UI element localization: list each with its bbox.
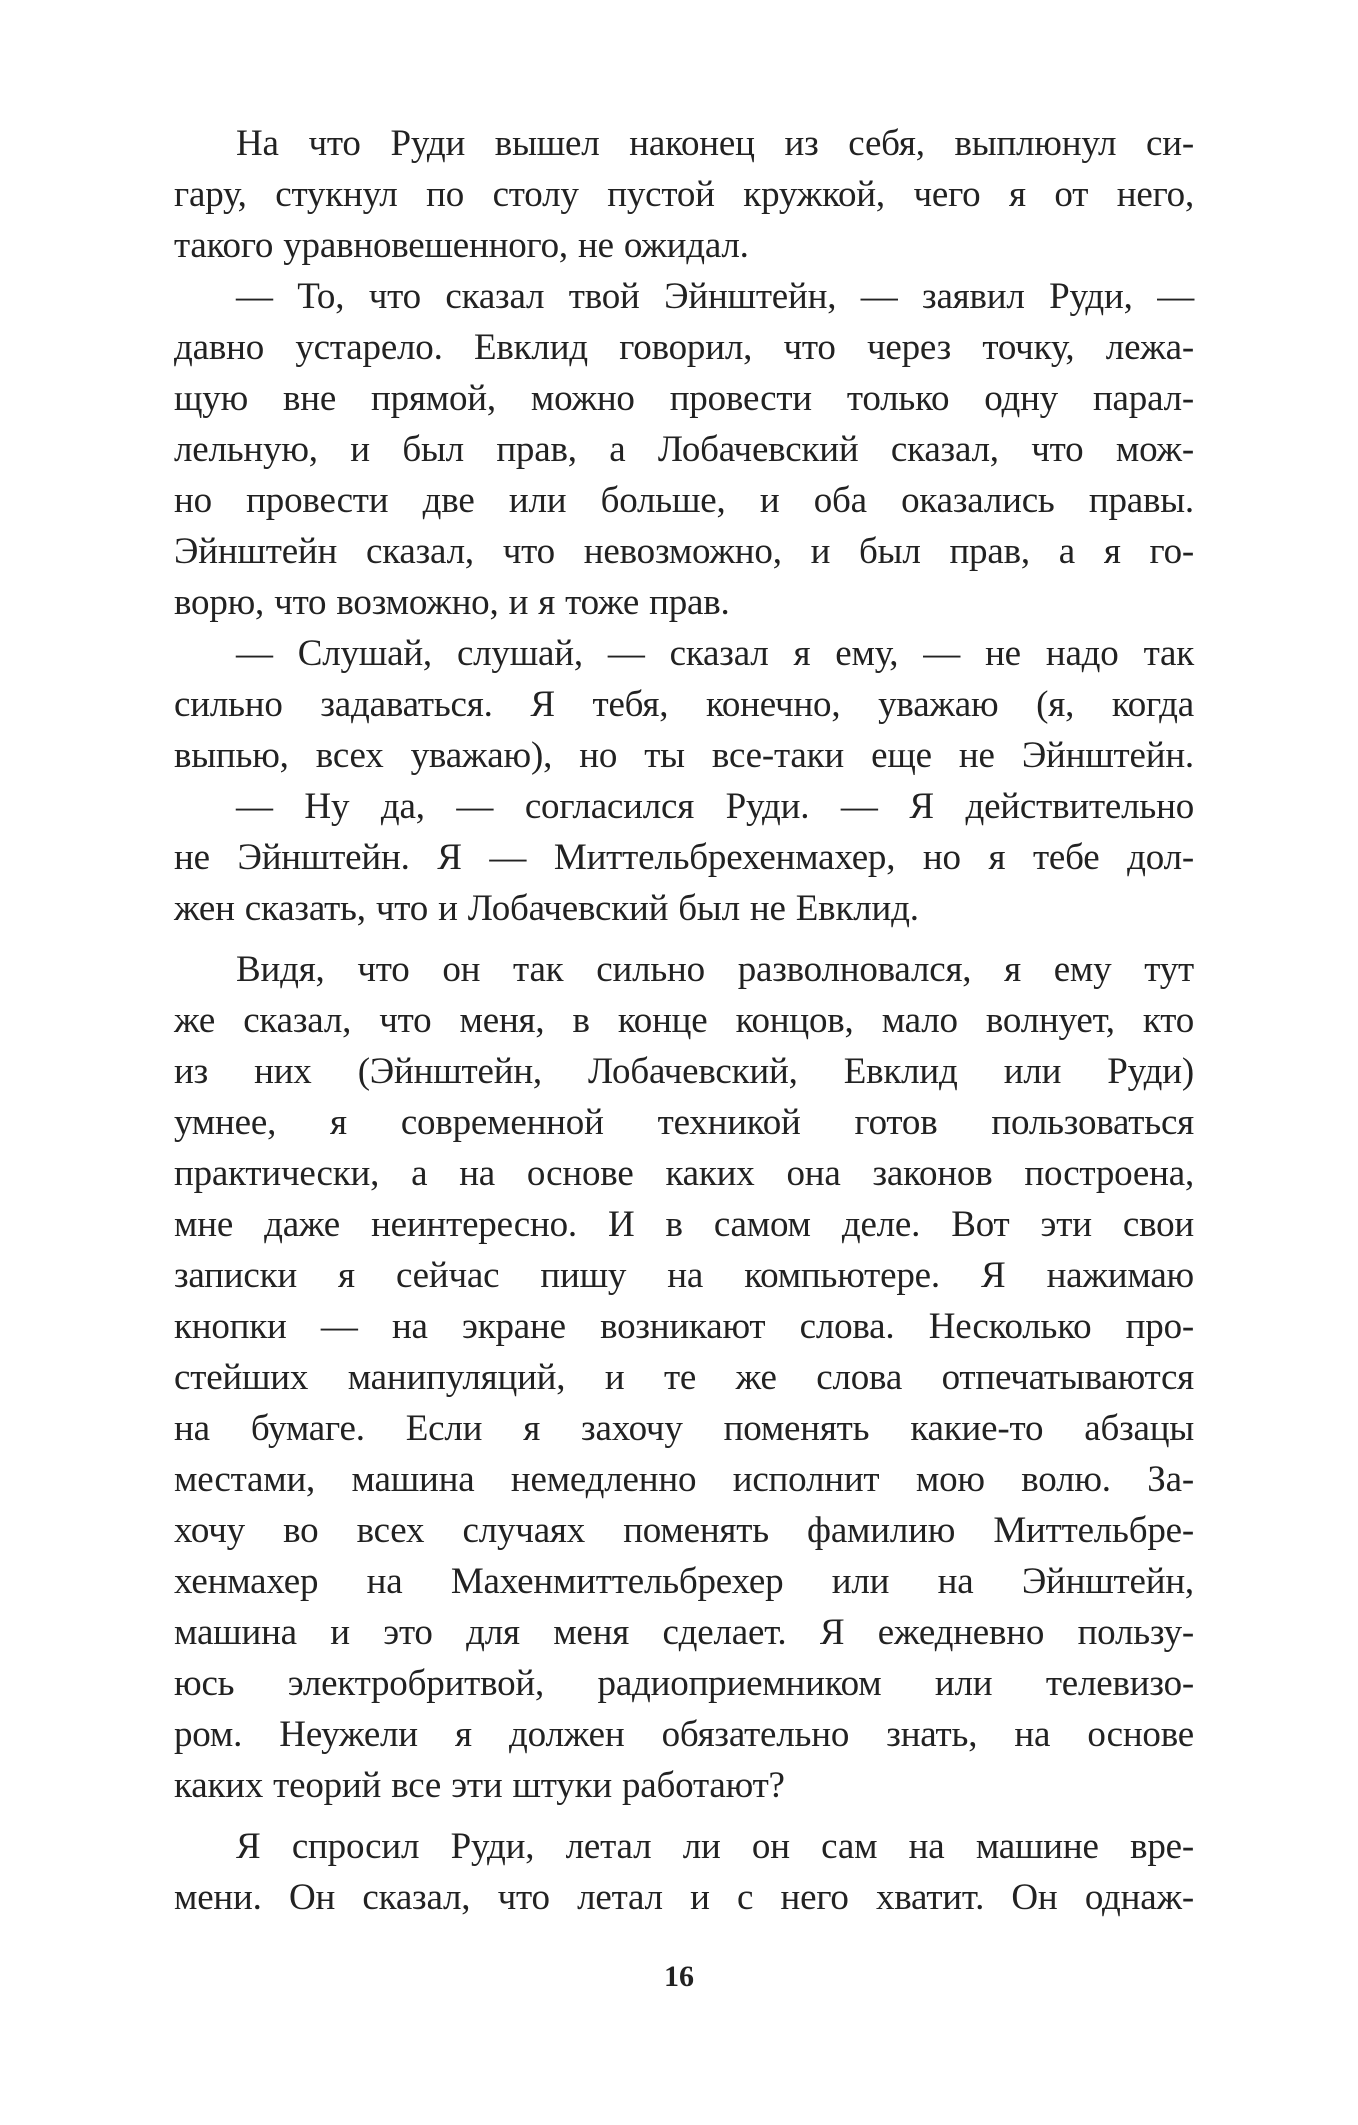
text-line: мени. Он сказал, что летал и с него хватит. Он однаж- [174, 1877, 1194, 1918]
text-line: выпью, всех уважаю), но ты все-таки еще не Эйнштейн. [174, 735, 1194, 776]
text-line: практически, а на основе каких она законов построена, [174, 1153, 1194, 1194]
text-line: лельную, и был прав, а Лобачевский сказал, что мож- [174, 429, 1194, 470]
text-line: Видя, что он так сильно разволновался, я ему тут [236, 949, 1194, 990]
text-line: ром. Неужели я должен обязательно знать, на основе [174, 1714, 1194, 1755]
text-line: гару, стукнул по столу пустой кружкой, чего я от него, [174, 174, 1194, 215]
text-line: мне даже неинтересно. И в самом деле. Вот эти свои [174, 1204, 1194, 1245]
text-line: щую вне прямой, можно провести только одну парал- [174, 378, 1194, 419]
text-line: записки я сейчас пишу на компьютере. Я нажимаю [174, 1255, 1194, 1296]
text-line: — Слушай, слушай, — сказал я ему, — не надо так [236, 633, 1194, 674]
text-line: — Ну да, — согласился Руди. — Я действительно [236, 786, 1194, 827]
text-line: хенмахер на Махенмиттельбрехер или на Эйнштейн, [174, 1561, 1194, 1602]
text-line: кнопки — на экране возникают слова. Несколько про- [174, 1306, 1194, 1347]
text-line: из них (Эйнштейн, Лобачевский, Евклид или Руди) [174, 1051, 1194, 1092]
text-line: сильно задаваться. Я тебя, конечно, уважаю (я, когда [174, 684, 1194, 725]
text-line: ворю, что возможно, и я тоже прав. [174, 582, 730, 623]
text-line: юсь электробритвой, радиоприемником или телевизо- [174, 1663, 1194, 1704]
text-line: местами, машина немедленно исполнит мою волю. За- [174, 1459, 1194, 1500]
text-line: такого уравновешенного, не ожидал. [174, 225, 749, 266]
text-line: на бумаге. Если я захочу поменять какие-то абзацы [174, 1408, 1194, 1449]
text-line: хочу во всех случаях поменять фамилию Миттельбре- [174, 1510, 1194, 1551]
text-line: — То, что сказал твой Эйнштейн, — заявил Руди, — [236, 276, 1194, 317]
text-line: но провести две или больше, и оба оказались правы. [174, 480, 1194, 521]
text-line: же сказал, что меня, в конце концов, мало волнует, кто [174, 1000, 1194, 1041]
text-line: не Эйнштейн. Я — Миттельбрехенмахер, но я тебе дол- [174, 837, 1194, 878]
text-line: машина и это для меня сделает. Я ежедневно пользу- [174, 1612, 1194, 1653]
page-number: 16 [664, 1960, 694, 1993]
page-text [174, 118, 1194, 1918]
text-line: каких теорий все эти штуки работают? [174, 1765, 785, 1806]
text-line: стейших манипуляций, и те же слова отпечатываются [174, 1357, 1194, 1398]
text-line: Я спросил Руди, летал ли он сам на машине вре- [236, 1826, 1194, 1867]
text-line: Эйнштейн сказал, что невозможно, и был прав, а я го- [174, 531, 1194, 572]
text-line: жен сказать, что и Лобачевский был не Евклид. [174, 888, 919, 929]
text-line: давно устарело. Евклид говорил, что через точку, лежа- [174, 327, 1194, 368]
text-line: На что Руди вышел наконец из себя, выплюнул си- [236, 123, 1194, 164]
text-line: умнее, я современной техникой готов пользоваться [174, 1102, 1194, 1143]
